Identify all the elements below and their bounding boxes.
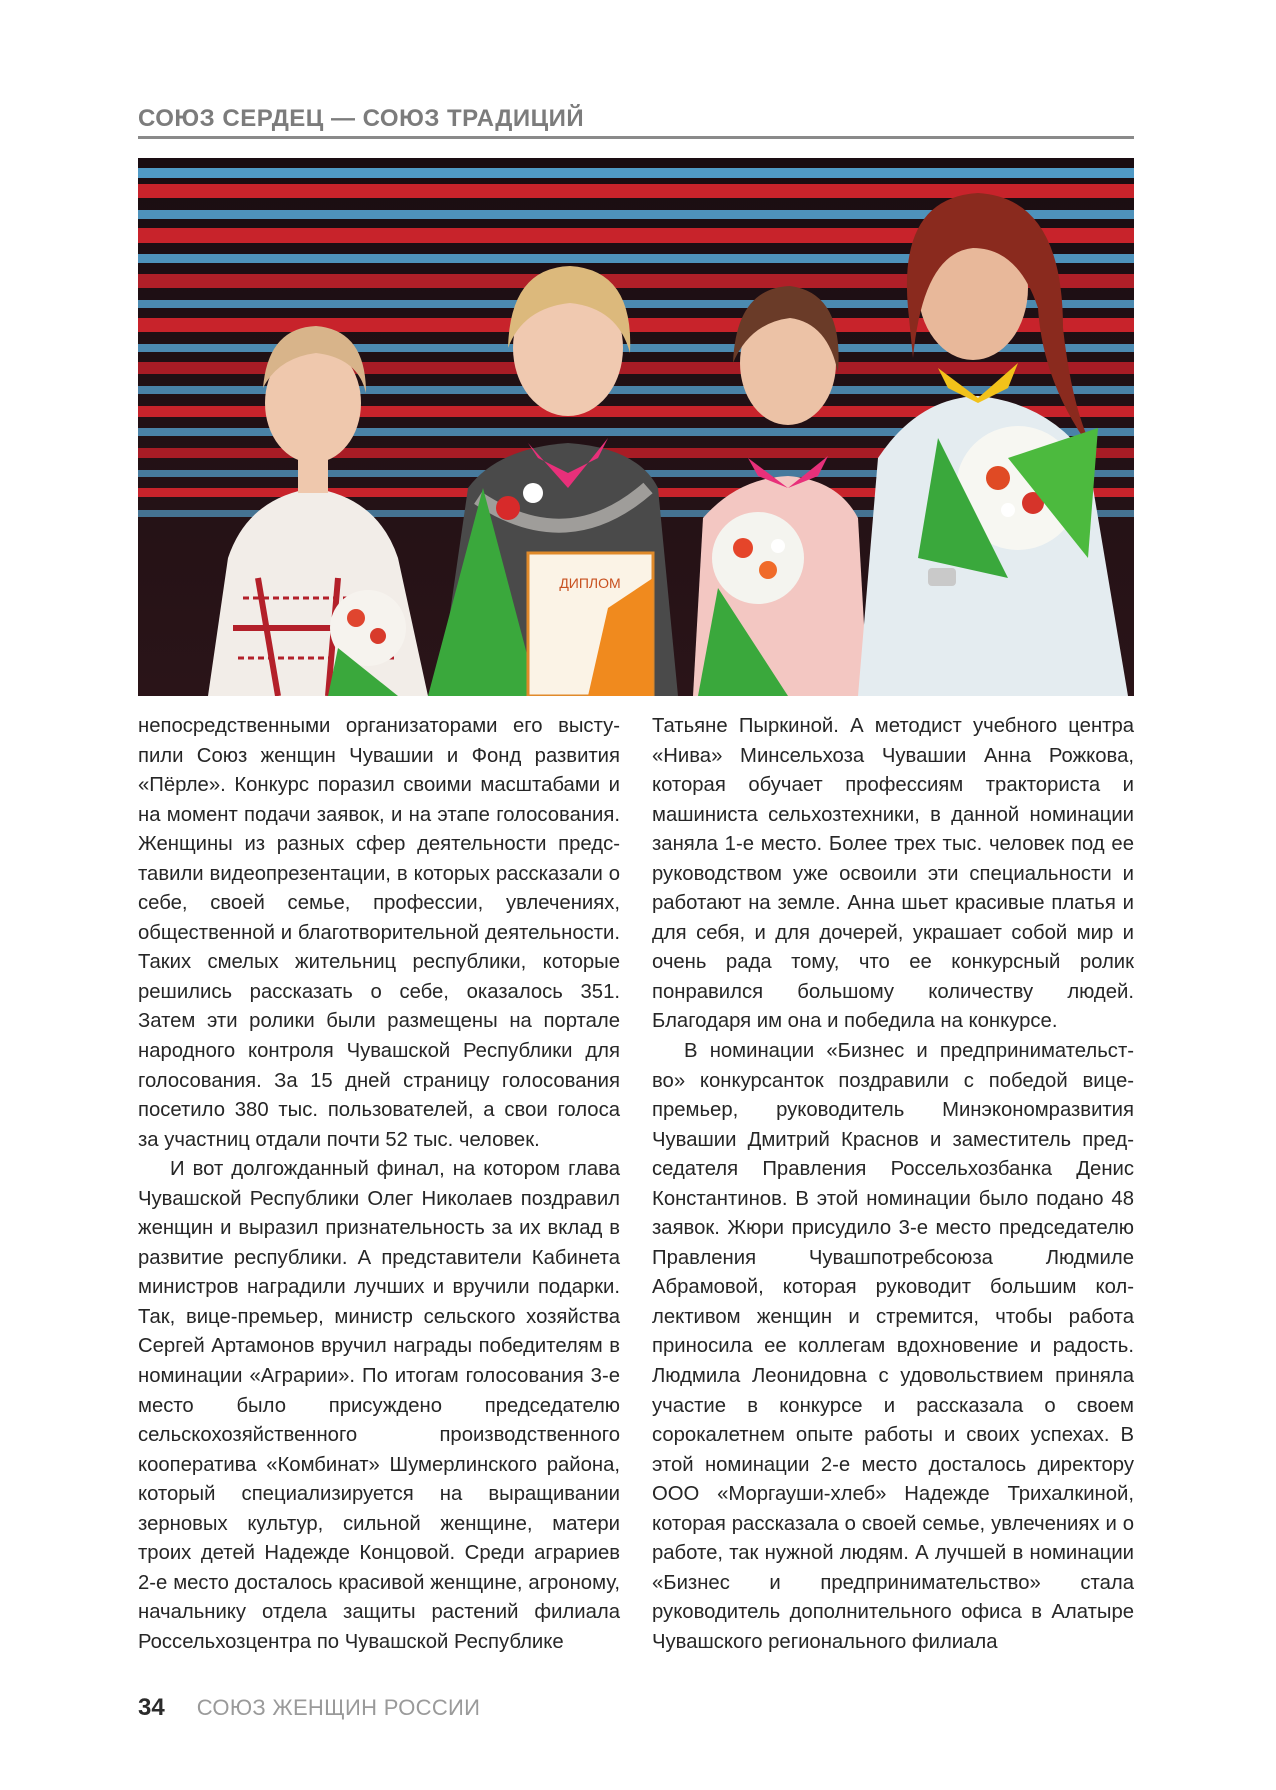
page-footer: [138, 1694, 480, 1730]
section-title: СОЮЗ СЕРДЕЦ — СОЮЗ ТРАДИЦИЙ: [138, 105, 585, 132]
paragraph: непосредственными организаторами его выступили Союз женщин Чувашии и Фонд развития «Пёрле». Конкурс поразил своими масштабами и на момент подачи заявок, и на этапе голосования. Женщины из разных сфер деятельности представили видеопрезентации, в которых рассказали о себе, своей семье, профессии, увлечениях, общественной и благотворительной деятельности. Таких смелых жительниц республики, которые решились рассказать о себе, оказалось 351. Затем эти ролики были размещены на портале народного контроля Чувашской Республики для голосования. За 15 дней страницу голосования посетило 380 тыс. пользователей, а свои голоса за участниц отдали почти 52 тыс. человек.: [138, 715, 620, 1151]
header-divider: [138, 136, 1134, 139]
article-left-column: [138, 712, 620, 1658]
paragraph: В номинации «Бизнес и предпринимательство» конкурсанток поздравили с победой вице-премьер, руководитель Минэкономразвития Чувашии Дмитрий Краснов и заместитель председателя Правления Россельхозбанка Денис Константинов. В этой номинации было подано 48 заявок. Жюри присудило 3-е место председателю Правления Чувашпотребсоюза Людмиле Абрамовой, которая руководит большим коллективом женщин и стремится, чтобы работа приносила ее коллегам вдохновение и радость. Людмила Леонидовна с удовольствием приняла участие в конкурсе и рассказала о своем сорокалетнем опыте работы и своих успехах. В этой номинации 2-е место досталось директору ООО «Моргауши-хлеб» Надежде Трихалкиной, которая рассказала о своей семье, увлечениях и о работе, так нужной людям. А лучшей в номинации «Бизнес и предпринимательство» стала руководитель дополнительного офиса в Алатыре Чувашского регионального филиала: [652, 1040, 1134, 1653]
award-photo: [138, 158, 1134, 696]
page-number: 34: [138, 1694, 165, 1721]
paragraph: И вот долгожданный финал, на котором глава Чувашской Республики Олег Николаев поздравил женщин и выразил признательность за их вклад в развитие республики. А представители Кабинета министров наградили лучших и вручили подарки. Так, вице-премьер, министр сельского хозяйства Сергей Артамонов вручил награды победителям в номинации «Аграрии». По итогам голосования 3-е место было присуждено председателю сельскохозяйственного производственного кооператива «Комбинат» Шумерлинского района, который специализируется на выращивании зерновых культур, сильной женщине, матери троих детей Надежде Концовой. Среди аграриев 2-е место досталось красивой женщине, агроному, начальнику отдела защиты растений филиала Россельхозцентра по Чувашской Республике: [138, 1158, 620, 1653]
magazine-name: СОЮЗ ЖЕНЩИН РОССИИ: [196, 1695, 481, 1720]
article-right-column: [652, 712, 1134, 1658]
diploma-title: ДИПЛОМ: [559, 575, 621, 591]
paragraph: Татьяне Пыркиной. А методист учебного центра «Нива» Минсельхоза Чувашии Анна Рожкова, которая обучает профессиям тракториста и машиниста сельхозтехники, в данной номинации заняла 1-е место. Более трех тыс. человек под ее руководством уже освоили эти специальности и работают на земле. Анна шьет красивые платья и для себя, и для дочерей, украшает собой мир и очень рада тому, что ее конкурсный ролик понравился большому количеству людей. Благодаря им она и победила на конкурсе.: [652, 715, 1134, 1033]
